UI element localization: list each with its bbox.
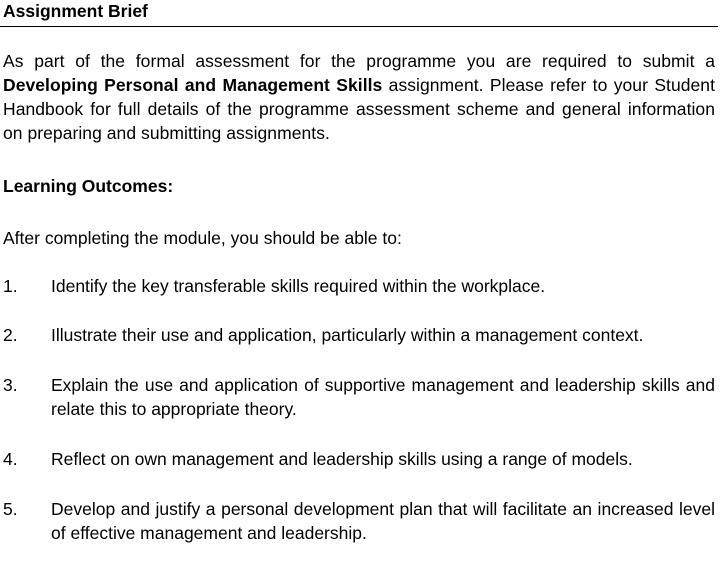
outcome-number: 3. [3, 375, 18, 395]
outcome-number: 5. [3, 499, 18, 519]
outcome-number: 2. [3, 325, 18, 345]
intro-text-end: assignment. Please refer to your Student Handbook for full details of the programme assessment scheme and general information on preparing and submitting assignments. [3, 75, 715, 143]
outcome-text: Explain the use and application of supportive management and leadership skills and relate this to appropriate theory. [51, 375, 715, 419]
outcome-item-4 [3, 447, 715, 471]
outcome-item-2 [3, 323, 715, 347]
outcome-item-3 [3, 373, 715, 421]
intro-text-start: As part of the formal assessment for the programme you are required to submit a [3, 51, 715, 71]
learning-outcomes-lead: After completing the module, you should be able to: [3, 228, 402, 248]
outcome-number: 4. [3, 449, 18, 469]
page-title: Assignment Brief [3, 1, 148, 21]
outcome-text: Identify the key transferable skills required within the workplace. [51, 276, 546, 296]
intro-paragraph [3, 49, 715, 145]
outcome-item-5 [3, 497, 715, 545]
outcome-item-1 [3, 274, 715, 298]
outcome-text: Develop and justify a personal development plan that will facilitate an increased level of effective management and leadership. [51, 499, 715, 543]
learning-outcomes-heading: Learning Outcomes: [3, 176, 174, 196]
outcome-number: 1. [3, 276, 18, 296]
outcome-text: Illustrate their use and application, particularly within a management context. [51, 325, 644, 345]
module-title: Developing Personal and Management Skills [3, 75, 383, 95]
heading-divider [0, 26, 718, 27]
outcome-text: Reflect on own management and leadership skills using a range of models. [51, 449, 633, 469]
